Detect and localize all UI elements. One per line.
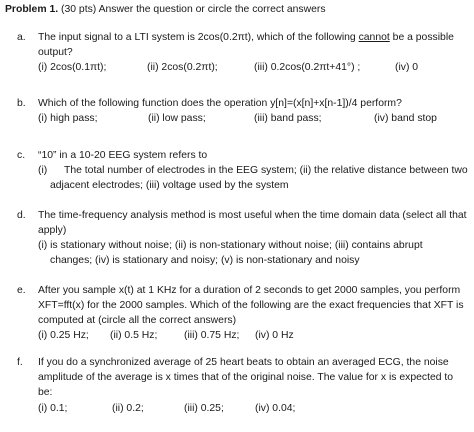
option-i[interactable]: (i) 2cos(0.1πt); bbox=[38, 62, 107, 73]
question-text bbox=[38, 30, 454, 46]
question-text-continued: output? bbox=[38, 47, 73, 58]
question-text: If you do a synchronized average of 25 heart beats to obtain an averaged ECG, the noise bbox=[38, 357, 449, 368]
question-text-continued: be: bbox=[38, 387, 53, 398]
option-iii[interactable]: (iii) 0.2cos(0.2πt+41°) ; bbox=[254, 62, 361, 73]
question-options-text-continued: adjacent electrodes; (iii) voltage used by the system bbox=[50, 180, 289, 191]
question-text-part: be a possible bbox=[389, 32, 454, 43]
question-text-continued: apply) bbox=[38, 225, 67, 236]
question-text-continued: computed at (circle all the correct answers) bbox=[38, 315, 237, 326]
question-text: Which of the following function does the operation y[n]=(x[n]+x[n-1])/4 perform? bbox=[38, 98, 402, 109]
option-i-label[interactable]: (i) bbox=[38, 165, 48, 176]
question-text-continued: amplitude of the average is x times that of the original noise. The value for x is expected to bbox=[38, 372, 454, 383]
option-i[interactable]: (i) 0.1; bbox=[38, 403, 68, 414]
question-letter: c. bbox=[17, 150, 26, 161]
question-text: “10” in a 10-20 EEG system refers to bbox=[38, 150, 208, 161]
question-text-part: The input signal to a LTI system is 2cos(0.2πt), which of the following bbox=[38, 32, 359, 43]
question-text: The time-frequency analysis method is most useful when the time domain data (select all that bbox=[38, 210, 467, 221]
question-options-text-continued: changes; (iv) is stationary and noisy; (v) is non-stationary and noisy bbox=[50, 255, 360, 266]
option-i[interactable]: (i) 0.25 Hz; bbox=[38, 330, 89, 341]
option-ii[interactable]: (ii) 0.5 Hz; bbox=[110, 330, 158, 341]
option-ii[interactable]: (ii) low pass; bbox=[148, 113, 206, 124]
question-letter: d. bbox=[17, 210, 26, 221]
option-iii[interactable]: (iii) band pass; bbox=[254, 113, 322, 124]
question-letter: b. bbox=[17, 98, 26, 109]
option-iii[interactable]: (iii) 0.25; bbox=[184, 403, 224, 414]
question-options-text: (i) is stationary without noise; (ii) is non-stationary without noise; (iii) contains abrupt bbox=[38, 240, 423, 251]
option-iv[interactable]: (iv) 0 bbox=[395, 62, 419, 73]
option-iv[interactable]: (iv) 0.04; bbox=[255, 403, 296, 414]
option-ii[interactable]: (ii) 0.2; bbox=[112, 403, 144, 414]
option-ii[interactable]: (ii) 2cos(0.2πt); bbox=[147, 62, 218, 73]
question-letter: f. bbox=[17, 357, 23, 368]
underlined-word: cannot bbox=[358, 32, 390, 43]
problem-instructions: (30 pts) Answer the question or circle the correct answers bbox=[61, 4, 326, 15]
option-iii[interactable]: (iii) 0.75 Hz; bbox=[184, 330, 240, 341]
question-text: After you sample x(t) at 1 KHz for a duration of 2 seconds to get 2000 samples, you perform bbox=[38, 285, 461, 296]
question-letter: a. bbox=[17, 32, 26, 43]
question-text-continued: XFT=fft(x) for the 2000 samples. Which of the following are the exact frequencies that XFT is bbox=[38, 300, 464, 311]
option-i[interactable]: (i) high pass; bbox=[38, 113, 98, 124]
option-iv[interactable]: (iv) 0 Hz bbox=[255, 330, 294, 341]
option-iv[interactable]: (iv) band stop bbox=[374, 113, 437, 124]
question-options-text: The total number of electrodes in the EEG system; (ii) the relative distance between two bbox=[64, 165, 468, 176]
question-letter: e. bbox=[17, 285, 26, 296]
problem-header bbox=[5, 2, 326, 18]
problem-number: Problem 1. bbox=[5, 4, 59, 15]
